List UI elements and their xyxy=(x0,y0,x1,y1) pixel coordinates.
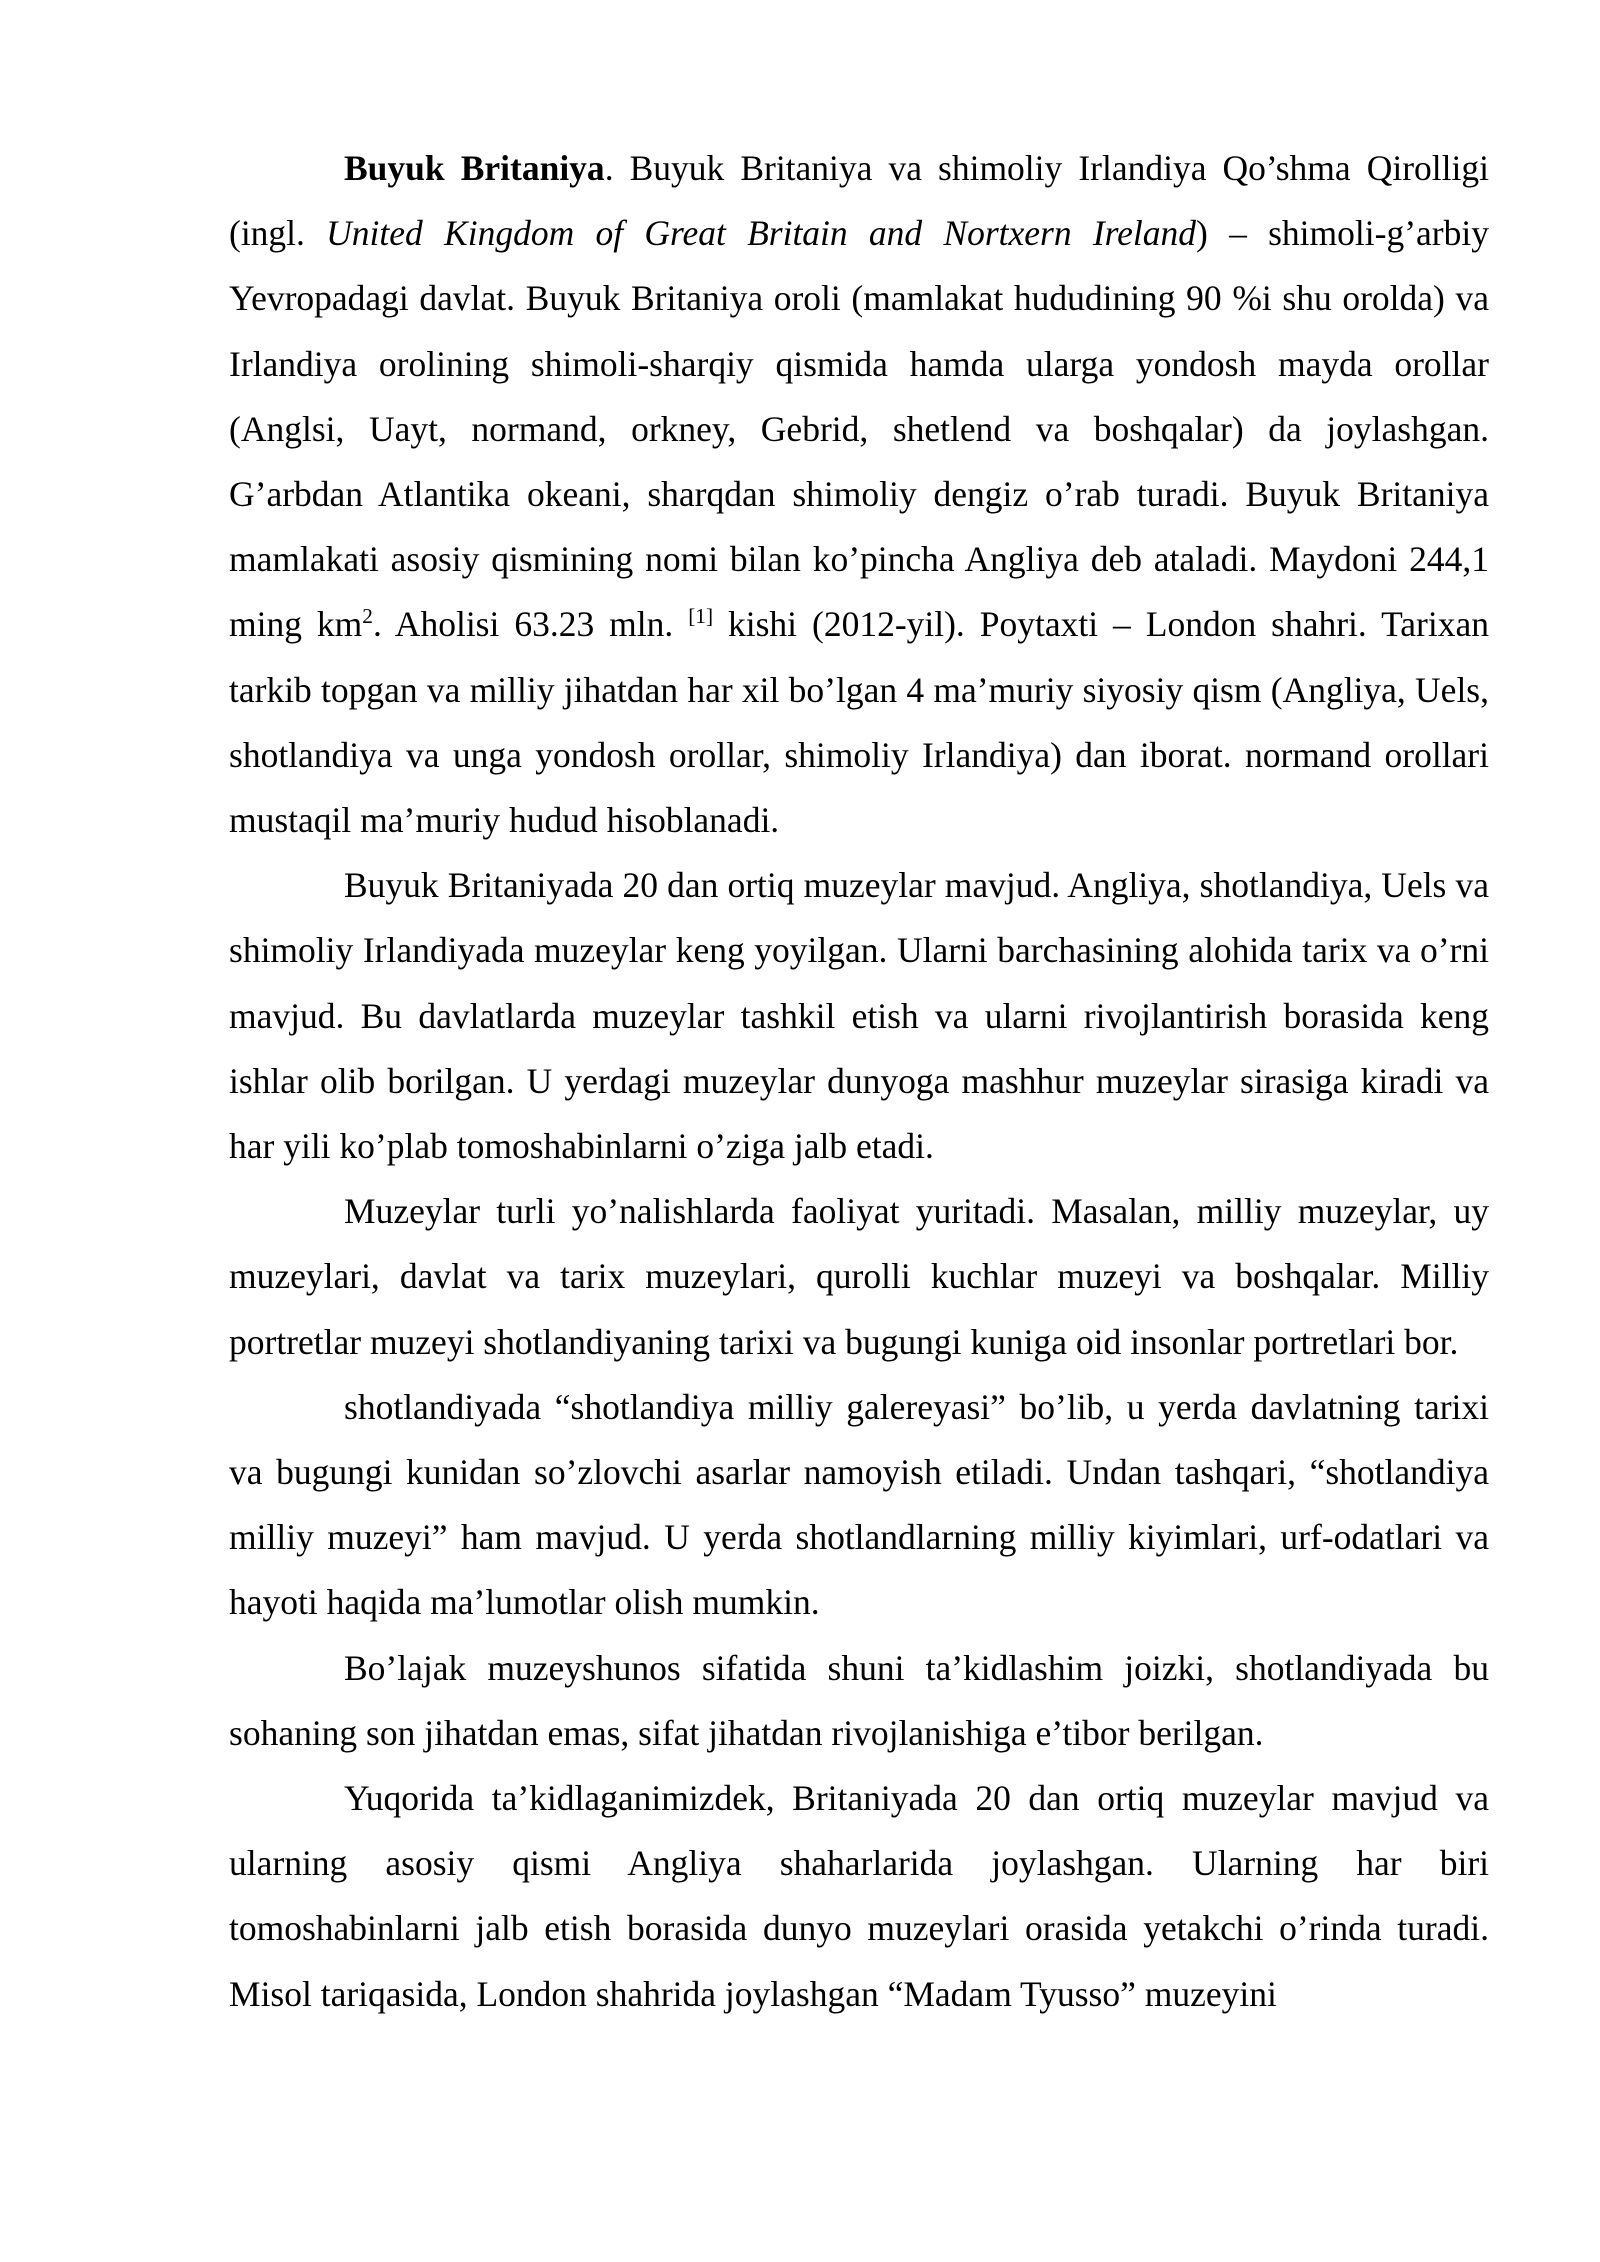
paragraph-author-note: Bo’lajak muzeyshunos sifatida shuni ta’kidlashim joizki, shotlandiyada bu sohaning son jihatdan emas, sifat jihatdan rivojlanishiga e’tibor berilgan. xyxy=(229,1647,1489,1753)
section-title: Buyuk Britaniya xyxy=(344,148,605,188)
paragraph-britain-museums: Yuqorida ta’kidlaganimizdek, Britaniyada 20 dan ortiq muzeylar mavjud va ularning asosiy qismi Angliya shaharlarida joylashgan. Ularning har biri tomoshabinlarni jalb etish borasida dunyo muzeylari orasida yetakchi o’rinda turadi. Misol tariqasida, London shahrida joylashgan “Madam Tyusso” muzeyini xyxy=(229,1778,1489,2014)
paragraph-museums-overview: Buyuk Britaniyada 20 dan ortiq muzeylar mavjud. Angliya, shotlandiya, Uels va shimoliy Irlandiyada muzeylar keng yoyilgan. Ularni barchasining alohida tarix va o’rni mavjud. Bu davlatlarda muzeylar tashkil etish va ularni rivojlantirish borasida keng ishlar olib borilgan. U yerdagi muzeylar dunyoga mashhur muzeylar sirasiga kiradi va har yili ko’plab tomoshabinlarni o’ziga jalb etadi. xyxy=(229,865,1489,1167)
document-page xyxy=(229,136,1489,2027)
intro-text-4: kishi (2012-yil). Poytaxti – London shahri. Tarixan tarkib topgan va milliy jihatdan har xil bo’lgan 4 ma’muriy siyosiy qism (Angliya, Uels, shotlandiya va unga yondosh orollar, shimoliy Irlandiya) dan iborat. normand orollari mustaqil ma’muriy hudud hisoblanadi. xyxy=(229,604,1489,841)
paragraph-scotland-gallery: shotlandiyada “shotlandiya milliy galereyasi” bo’lib, u yerda davlatning tarixi va bugungi kunidan so’zlovchi asarlar namoyish etiladi. Undan tashqari, “shotlandiya milliy muzeyi” ham mavjud. U yerda shotlandlarning milliy kiyimlari, urf-odatlari va hayoti haqida ma’lumotlar olish mumkin. xyxy=(229,1386,1489,1623)
paragraph-museum-types: Muzeylar turli yo’nalishlarda faoliyat yuritadi. Masalan, milliy muzeylar, uy muzeylari, davlat va tarix muzeylari, qurolli kuchlar muzeyi va boshqalar. Milliy portretlar muzeyi shotlandiyaning tarixi va bugungi kuniga oid insonlar portretlari bor. xyxy=(229,1191,1489,1362)
intro-text-2: ) – shimoli-g’arbiy Yevropadagi davlat. Buyuk Britaniya oroli (mamlakat hududining 90 %i shu orolda) va Irlandiya orolining shimoli-sharqiy qismida hamda ularga yondosh mayda orollar (Anglsi, Uayt, normand, orkney, Gebrid, shetlend va boshqalar) da joylashgan. G’arbdan Atlantika okeani, sharqdan shimoliy dengiz o’rab turadi. Buyuk Britaniya mamlakati asosiy qismining nomi bilan ko’pincha Angliya deb ataladi. Maydoni 244,1 ming km xyxy=(229,213,1489,645)
intro-text-1: . Buyuk Britaniya va shimoliy Irlandiya Qo’shma Qirolligi (ingl. xyxy=(229,148,1489,254)
footnote-reference[interactable]: [1] xyxy=(688,604,714,629)
english-name: United Kingdom of Great Britain and Nortxern Ireland xyxy=(326,213,1197,254)
area-superscript: 2 xyxy=(362,604,373,629)
intro-text-3: . Aholisi 63.23 mln. xyxy=(372,604,689,645)
paragraph-intro xyxy=(229,136,1489,853)
